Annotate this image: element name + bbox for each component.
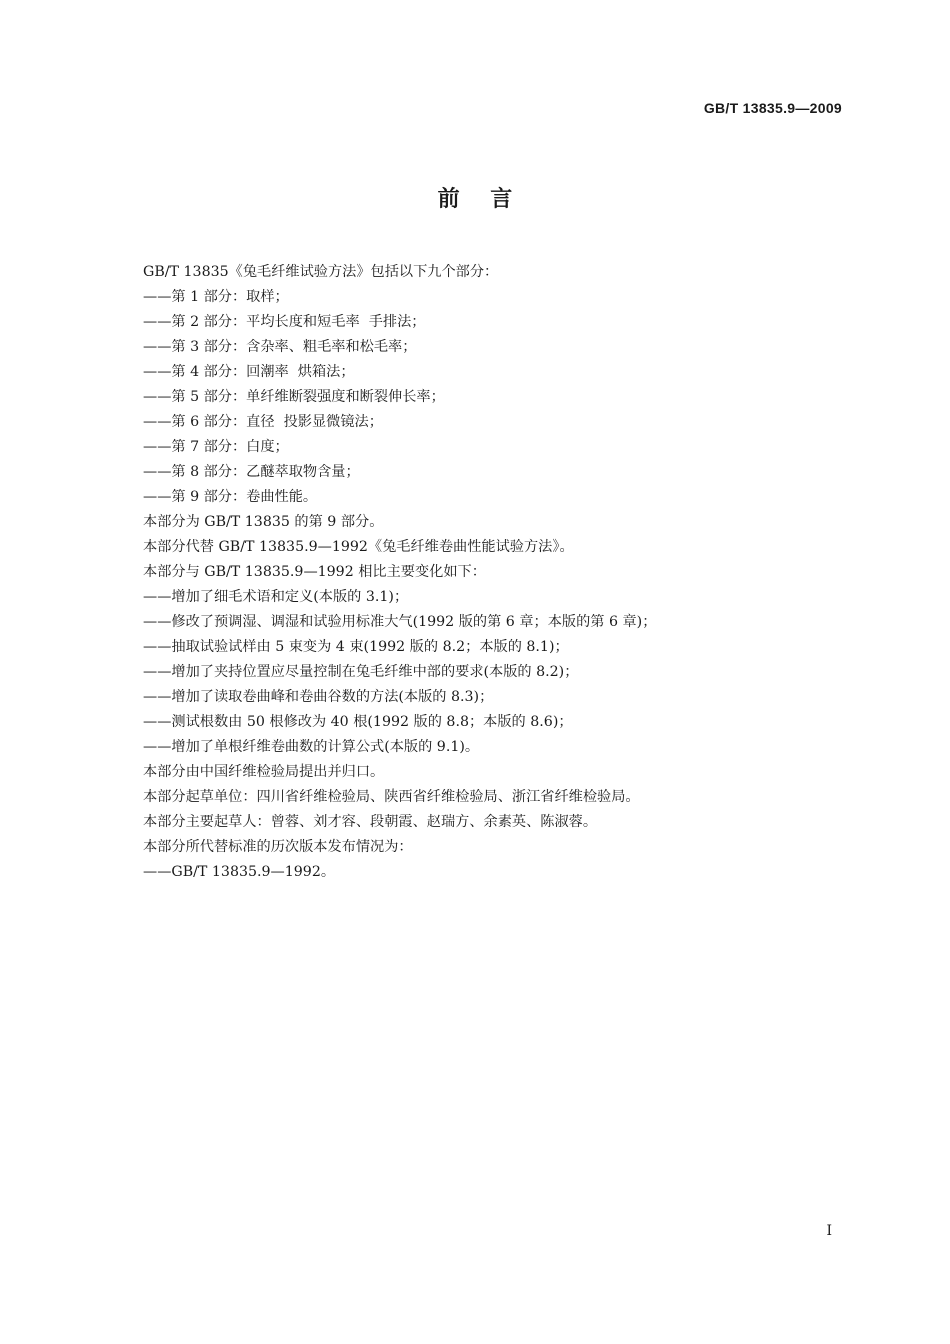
list-item: ——GB/T 13835.9—1992。 <box>143 864 336 880</box>
list-item: ——第 9 部分：卷曲性能。 <box>143 489 318 505</box>
list-item: ——第 6 部分：直径 投影显微镜法； <box>143 414 383 430</box>
list-item: ——第 4 部分：回潮率 烘箱法； <box>143 364 355 380</box>
list-item: ——增加了读取卷曲峰和卷曲谷数的方法(本版的 8.3)； <box>143 689 494 705</box>
paragraph: 本部分为 GB/T 13835 的第 9 部分。 <box>143 514 384 530</box>
list-item: ——第 5 部分：单纤维断裂强度和断裂伸长率； <box>143 389 445 405</box>
paragraph: 本部分起草单位：四川省纤维检验局、陕西省纤维检验局、浙江省纤维检验局。 <box>143 789 640 805</box>
paragraph: 本部分代替 GB/T 13835.9—1992《兔毛纤维卷曲性能试验方法》。 <box>143 539 574 555</box>
standard-code: GB/T 13835.9—2009 <box>703 100 842 116</box>
list-item: ——第 3 部分：含杂率、粗毛率和松毛率； <box>143 339 417 355</box>
list-item: ——增加了细毛术语和定义(本版的 3.1)； <box>143 589 409 605</box>
paragraph: 本部分所代替标准的历次版本发布情况为： <box>143 839 413 855</box>
paragraph: 本部分主要起草人：曾蓉、刘才容、段朝霞、赵瑞方、余素英、陈淑蓉。 <box>143 814 598 830</box>
page-title: 前 言 <box>437 187 513 212</box>
list-item: ——第 2 部分：平均长度和短毛率 手排法； <box>143 314 426 330</box>
paragraph: GB/T 13835《兔毛纤维试验方法》包括以下九个部分： <box>143 264 499 280</box>
list-item: ——修改了预调湿、调湿和试验用标准大气(1992 版的第 6 章；本版的第 6 章)； <box>143 614 657 630</box>
list-item: ——第 7 部分：白度； <box>143 439 289 455</box>
list-item: ——测试根数由 50 根修改为 40 根(1992 版的 8.8；本版的 8.6)； <box>143 714 573 730</box>
document-body <box>143 260 863 885</box>
page-number: I <box>826 1223 832 1239</box>
paragraph: 本部分由中国纤维检验局提出并归口。 <box>143 764 385 780</box>
list-item: ——增加了单根纤维卷曲数的计算公式(本版的 9.1)。 <box>143 739 480 755</box>
list-item: ——抽取试验试样由 5 束变为 4 束(1992 版的 8.2；本版的 8.1)； <box>143 639 569 655</box>
paragraph: 本部分与 GB/T 13835.9—1992 相比主要变化如下： <box>143 564 486 580</box>
list-item: ——第 1 部分：取样； <box>143 289 289 305</box>
list-item: ——第 8 部分：乙醚萃取物含量； <box>143 464 360 480</box>
list-item: ——增加了夹持位置应尽量控制在兔毛纤维中部的要求(本版的 8.2)； <box>143 664 579 680</box>
